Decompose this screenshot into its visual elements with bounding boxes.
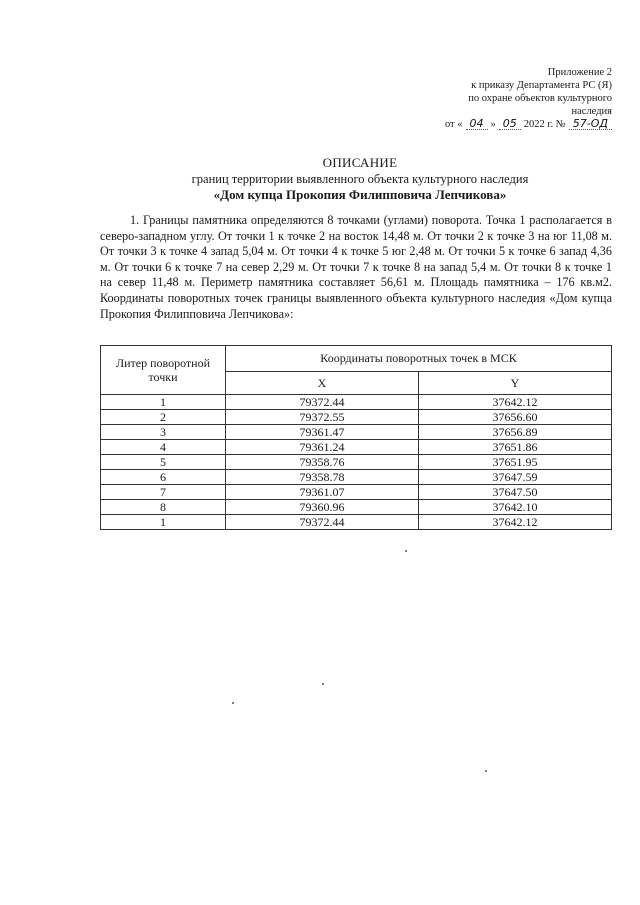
document-title: [100, 155, 620, 203]
cell-y: 37642.12: [419, 515, 612, 530]
header-liter: Литер поворотной точки: [101, 346, 226, 395]
cell-x: 79372.55: [226, 410, 419, 425]
cell-liter: 6: [101, 470, 226, 485]
cell-x: 79358.76: [226, 455, 419, 470]
header-x: X: [226, 371, 419, 394]
title-subtitle: границ территории выявленного объекта культурного наследия: [191, 172, 529, 186]
cell-liter: 4: [101, 440, 226, 455]
order-number-handwritten: 57-ОД: [569, 118, 612, 130]
cell-y: 37642.12: [419, 395, 612, 410]
scan-speck: [232, 702, 234, 704]
cell-x: 79361.24: [226, 440, 419, 455]
cell-y: 37651.86: [419, 440, 612, 455]
cell-x: 79358.78: [226, 470, 419, 485]
order-day-handwritten: 04: [466, 118, 488, 130]
appendix-header: [372, 66, 612, 131]
cell-liter: 2: [101, 410, 226, 425]
heritage-line: наследия: [571, 106, 612, 117]
cell-liter: 7: [101, 485, 226, 500]
order-month-handwritten: 05: [499, 118, 521, 130]
table-row: [101, 485, 612, 500]
cell-x: 79361.47: [226, 425, 419, 440]
order-date-prefix: от «: [444, 119, 463, 130]
table-row: [101, 440, 612, 455]
boundary-description: 1. Границы памятника определяются 8 точками (углами) поворота. Точка 1 располагается в северо-западном углу. От точки 1 к точке 2 на восток 14,48 м. От точки 2 к точке 3 на юг 11,08 м. От точки 3 к точке 4 запад 5,04 м. От точки 4 к точке 5 юг 2,48 м. От точки 5 к точке 6 запад 4,36 м. От точки 6 к точке 7 на север 2,29 м. От точки 7 к точке 8 на запад 5,4 м. От точки 8 к точке 1 на север 11,48 м. Периметр памятника составляет 56,61 м. Площадь памятника – 176 кв.м2. Координаты поворотных точек границы выявленного объекта культурного наследия «Дом купца Прокопия Филипповича Лепчикова»:: [100, 213, 612, 321]
cell-x: 79372.44: [226, 515, 419, 530]
cell-liter: 8: [101, 500, 226, 515]
object-name: «Дом купца Прокопия Филипповича Лепчикова»: [213, 187, 507, 202]
table-row: [101, 515, 612, 530]
cell-y: 37651.95: [419, 455, 612, 470]
cell-y: 37656.89: [419, 425, 612, 440]
table-row: [101, 470, 612, 485]
coordinates-table: [100, 345, 612, 530]
table-row: [101, 500, 612, 515]
table-row: [101, 425, 612, 440]
order-date-mid: »: [490, 119, 496, 130]
department-line: по охране объектов культурного: [468, 93, 612, 104]
cell-y: 37656.60: [419, 410, 612, 425]
scan-speck: [405, 550, 407, 552]
header-y: Y: [419, 371, 612, 394]
order-year: 2022 г. №: [523, 119, 566, 130]
scan-speck: [322, 683, 324, 685]
table-row: [101, 395, 612, 410]
order-date-line: [445, 118, 612, 131]
cell-x: 79360.96: [226, 500, 419, 515]
cell-x: 79372.44: [226, 395, 419, 410]
cell-liter: 1: [101, 515, 226, 530]
title-main: ОПИСАНИЕ: [322, 155, 398, 170]
cell-liter: 3: [101, 425, 226, 440]
table-row: [101, 455, 612, 470]
scan-speck: [485, 770, 487, 772]
cell-y: 37647.50: [419, 485, 612, 500]
cell-y: 37642.10: [419, 500, 612, 515]
cell-x: 79361.07: [226, 485, 419, 500]
appendix-label: Приложение 2: [547, 67, 612, 78]
header-coords: Координаты поворотных точек в МСК: [226, 346, 612, 372]
cell-liter: 1: [101, 395, 226, 410]
order-reference: к приказу Департамента РС (Я): [471, 80, 612, 91]
table-row: [101, 410, 612, 425]
cell-liter: 5: [101, 455, 226, 470]
cell-y: 37647.59: [419, 470, 612, 485]
